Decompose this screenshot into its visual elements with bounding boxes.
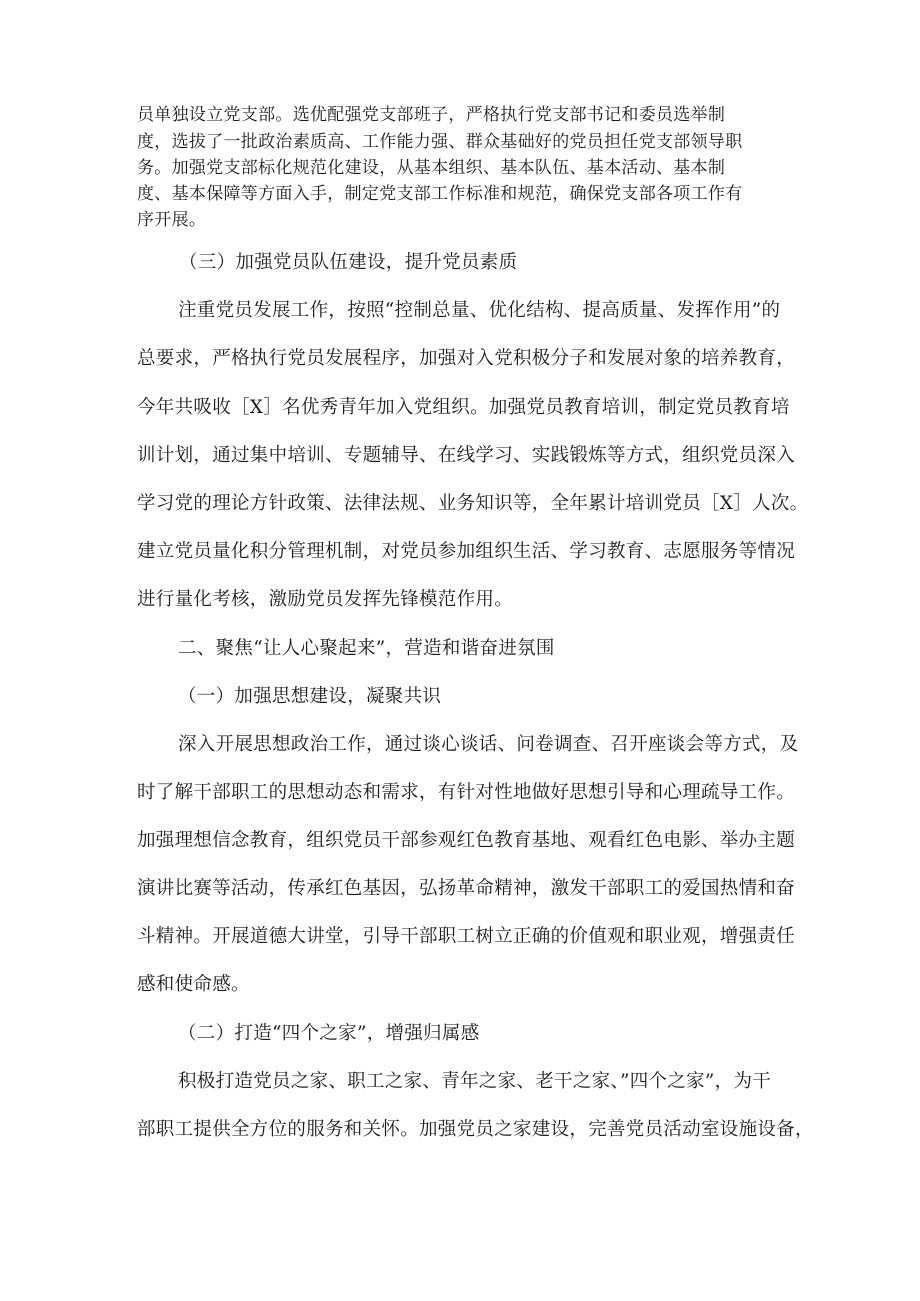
paragraph-line: 学习党的理论方针政策、法律法规、业务知识等，全年累计培训党员［X］人次。 — [137, 493, 809, 514]
paragraph-line: 今年共吸收［X］名优秀青年加入党组织。加强党员教育培训，制定党员教育培 — [137, 397, 790, 418]
paragraph-line: 斗精神。开展道德大讲堂，引导干部职工树立正确的价值观和职业观，增强责任 — [137, 926, 796, 947]
paragraph-line: 度，选拔了一批政治素质高、工作能力强、群众基础好的党员担任党支部领导职 — [137, 132, 743, 152]
paragraph-line: 感和使命感。 — [137, 974, 250, 995]
section-heading: 二、聚焦“让人心聚起来”，营造和谐奋进氛围 — [178, 638, 555, 659]
paragraph-line: 员单独设立党支部。选优配强党支部班子，严格执行党支部书记和委员选举制 — [137, 105, 726, 125]
paragraph-line: 演讲比赛等活动，传承红色基因，弘扬革命精神，激发干部职工的爱国热情和奋 — [137, 878, 796, 899]
paragraph-line: 总要求，严格执行党员发展程序，加强对入党积极分子和发展对象的培养教育， — [137, 348, 796, 369]
paragraph-line: 序开展。 — [137, 210, 207, 230]
paragraph-line: 务。加强党支部标化规范化建设，从基本组织、基本队伍、基本活动、基本制 — [137, 158, 726, 178]
paragraph-line: 深入开展思想政治工作，通过谈心谈话、问卷调查、召开座谈会等方式，及 — [178, 734, 799, 755]
subsection-heading: （三）加强党员队伍建设，提升党员素质 — [179, 252, 518, 273]
paragraph-line: 度、基本保障等方面入手，制定党支部工作标准和规范，确保党支部各项工作有 — [137, 184, 743, 204]
subsection-heading: （一）加强思想建设，凝聚共识 — [178, 686, 442, 707]
paragraph-line: 进行量化考核，激励党员发挥先锋模范作用。 — [137, 589, 514, 610]
paragraph-line: 训计划，通过集中培训、专题辅导、在线学习、实践锻炼等方式，组织党员深入 — [137, 445, 796, 466]
paragraph-line: 部职工提供全方位的服务和关怀。加强党员之家建设，完善党员活动室设施设备， — [137, 1119, 814, 1140]
subsection-heading: （二）打造“四个之家”，增强归属感 — [178, 1023, 480, 1044]
paragraph-line: 建立党员量化积分管理机制，对党员参加组织生活、学习教育、志愿服务等情况 — [137, 541, 796, 562]
paragraph-line: 加强理想信念教育，组织党员干部参观红色教育基地、观看红色电影、举办主题 — [137, 830, 796, 851]
paragraph-line: 积极打造党员之家、职工之家、青年之家、老干之家、”四个之家”，为干 — [178, 1071, 772, 1092]
paragraph-line: 注重党员发展工作，按照“控制总量、优化结构、提高质量、发挥作用”的 — [178, 300, 781, 321]
paragraph-line: 时了解干部职工的思想动态和需求，有针对性地做好思想引导和心理疏导工作。 — [137, 782, 796, 803]
